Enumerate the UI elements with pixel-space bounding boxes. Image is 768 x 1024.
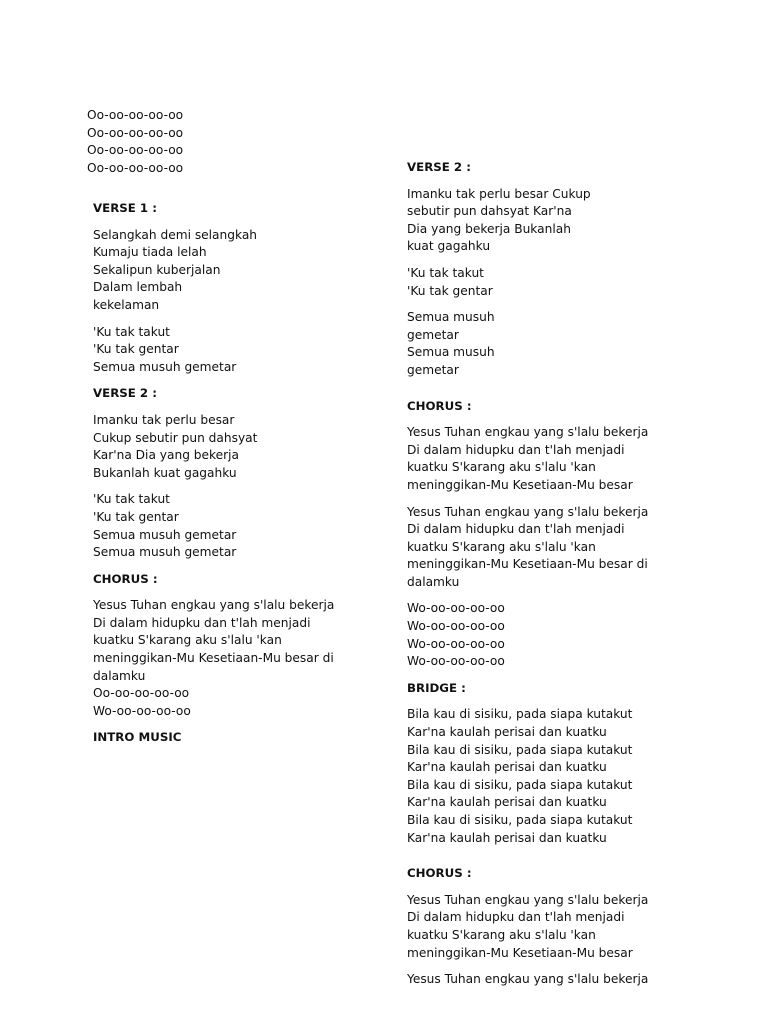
lyric-line: Semua musuh gemetar bbox=[93, 359, 237, 374]
lyric-line: Imanku tak perlu besar Cukup bbox=[407, 186, 591, 201]
lyric-line: meninggikan-Mu Kesetiaan-Mu besar bbox=[407, 945, 633, 960]
lyric-line: Wo-oo-oo-oo-oo bbox=[407, 619, 505, 634]
lyric-line: Oo-oo-oo-oo-oo bbox=[87, 108, 184, 122]
lyric-line: Kar'na Dia yang bekerja bbox=[93, 448, 240, 463]
lyric-line: 'Ku tak takut bbox=[93, 324, 170, 339]
lyric-line: 'Ku tak takut bbox=[93, 492, 170, 507]
lyric-line: Semua musuh bbox=[407, 310, 495, 325]
lyric-line: Bukanlah kuat gagahku bbox=[93, 465, 237, 480]
lyric-line: Di dalam hidupku dan t'lah menjadi bbox=[407, 910, 625, 925]
lyric-line: gemetar bbox=[407, 327, 459, 342]
lyric-line: Wo-oo-oo-oo-oo bbox=[407, 654, 505, 669]
right-column bbox=[407, 159, 707, 989]
lyric-line: Oo-oo-oo-oo-oo bbox=[87, 143, 184, 158]
lyric-line: Wo-oo-oo-oo-oo bbox=[407, 601, 505, 616]
lyric-line: Kumaju tiada lelah bbox=[93, 245, 207, 260]
lyric-line: Oo-oo-oo-oo-oo bbox=[87, 125, 184, 140]
lyric-line: kekelaman bbox=[93, 297, 160, 312]
chorus-section-right bbox=[407, 398, 707, 671]
lyric-line: Yesus Tuhan engkau yang s'lalu bekerja bbox=[407, 425, 649, 440]
chorus-heading: CHORUS : bbox=[93, 571, 158, 586]
lyric-line: Di dalam hidupku dan t'lah menjadi bbox=[407, 442, 625, 457]
verse2-section-right bbox=[407, 159, 707, 380]
lyric-line: Semua musuh gemetar bbox=[93, 545, 237, 560]
lyric-line: meninggikan-Mu Kesetiaan-Mu besar di bbox=[93, 651, 334, 666]
intro-lines bbox=[87, 107, 367, 177]
lyric-line: kuatku S'karang aku s'lalu 'kan bbox=[407, 927, 596, 942]
lyric-line: Di dalam hidupku dan t'lah menjadi bbox=[93, 615, 311, 630]
verse1-section bbox=[93, 200, 373, 376]
chorus-heading: CHORUS : bbox=[407, 866, 472, 881]
lyric-line: Kar'na kaulah perisai dan kuatku bbox=[407, 760, 607, 775]
lyric-line: meninggikan-Mu Kesetiaan-Mu besar di bbox=[407, 557, 648, 572]
lyric-line: Wo-oo-oo-oo-oo bbox=[93, 703, 191, 718]
lyric-line: Semua musuh bbox=[407, 345, 495, 360]
lyric-line: Selangkah demi selangkah bbox=[93, 227, 258, 242]
lyric-line: Imanku tak perlu besar bbox=[93, 412, 235, 427]
lyric-line: gemetar bbox=[407, 362, 459, 377]
lyric-line: Kar'na kaulah perisai dan kuatku bbox=[407, 830, 607, 845]
lyric-line: dalamku bbox=[407, 574, 460, 589]
verse1-heading: VERSE 1 : bbox=[93, 201, 157, 215]
left-column bbox=[93, 200, 373, 747]
lyric-line: Yesus Tuhan engkau yang s'lalu bekerja bbox=[407, 972, 649, 987]
lyric-line: Di dalam hidupku dan t'lah menjadi bbox=[407, 522, 625, 537]
lyric-line: Bila kau di sisiku, pada siapa kutakut bbox=[407, 777, 633, 792]
lyric-line: 'Ku tak gentar bbox=[93, 342, 179, 357]
lyric-line: Yesus Tuhan engkau yang s'lalu bekerja bbox=[407, 504, 649, 519]
lyric-line: kuatku S'karang aku s'lalu 'kan bbox=[407, 539, 596, 554]
lyric-line: 'Ku tak gentar bbox=[93, 509, 179, 524]
chorus-heading: CHORUS : bbox=[407, 398, 472, 413]
chorus-section bbox=[93, 571, 373, 721]
lyric-line: Cukup sebutir pun dahsyat bbox=[93, 430, 258, 445]
verse2-section bbox=[93, 385, 373, 561]
chorus2-section-right bbox=[407, 865, 707, 989]
lyric-line: Dalam lembah bbox=[93, 280, 183, 295]
lyric-line: 'Ku tak takut bbox=[407, 265, 484, 280]
lyric-line: kuatku S'karang aku s'lalu 'kan bbox=[407, 460, 596, 475]
lyric-line: Dia yang bekerja Bukanlah bbox=[407, 221, 571, 236]
verse2-heading: VERSE 2 : bbox=[407, 160, 471, 174]
lyric-line: Yesus Tuhan engkau yang s'lalu bekerja bbox=[407, 892, 649, 907]
bridge-heading: BRIDGE : bbox=[407, 680, 466, 695]
lyric-line: 'Ku tak gentar bbox=[407, 283, 493, 298]
intro-music-heading: INTRO MUSIC bbox=[93, 730, 182, 745]
verse2-heading: VERSE 2 : bbox=[93, 386, 157, 401]
lyric-line: sebutir pun dahsyat Kar'na bbox=[407, 204, 572, 219]
bridge-section bbox=[407, 680, 707, 847]
lyric-line: Oo-oo-oo-oo-oo bbox=[87, 160, 184, 175]
lyric-line: Bila kau di sisiku, pada siapa kutakut bbox=[407, 742, 633, 757]
lyric-line: Kar'na kaulah perisai dan kuatku bbox=[407, 795, 607, 810]
lyric-line: meninggikan-Mu Kesetiaan-Mu besar bbox=[407, 477, 633, 492]
lyric-line: dalamku bbox=[93, 668, 146, 683]
lyric-line: Semua musuh gemetar bbox=[93, 527, 237, 542]
lyric-line: Sekalipun kuberjalan bbox=[93, 262, 221, 277]
lyric-line: Bila kau di sisiku, pada siapa kutakut bbox=[407, 813, 633, 827]
lyric-line: Yesus Tuhan engkau yang s'lalu bekerja bbox=[93, 598, 335, 613]
lyric-line: Kar'na kaulah perisai dan kuatku bbox=[407, 725, 607, 740]
lyric-line: Bila kau di sisiku, pada siapa kutakut bbox=[407, 707, 633, 722]
lyric-line: Wo-oo-oo-oo-oo bbox=[407, 636, 505, 651]
lyric-line: Oo-oo-oo-oo-oo bbox=[93, 686, 190, 701]
lyric-line: kuatku S'karang aku s'lalu 'kan bbox=[93, 633, 282, 648]
lyric-line: kuat gagahku bbox=[407, 239, 491, 254]
